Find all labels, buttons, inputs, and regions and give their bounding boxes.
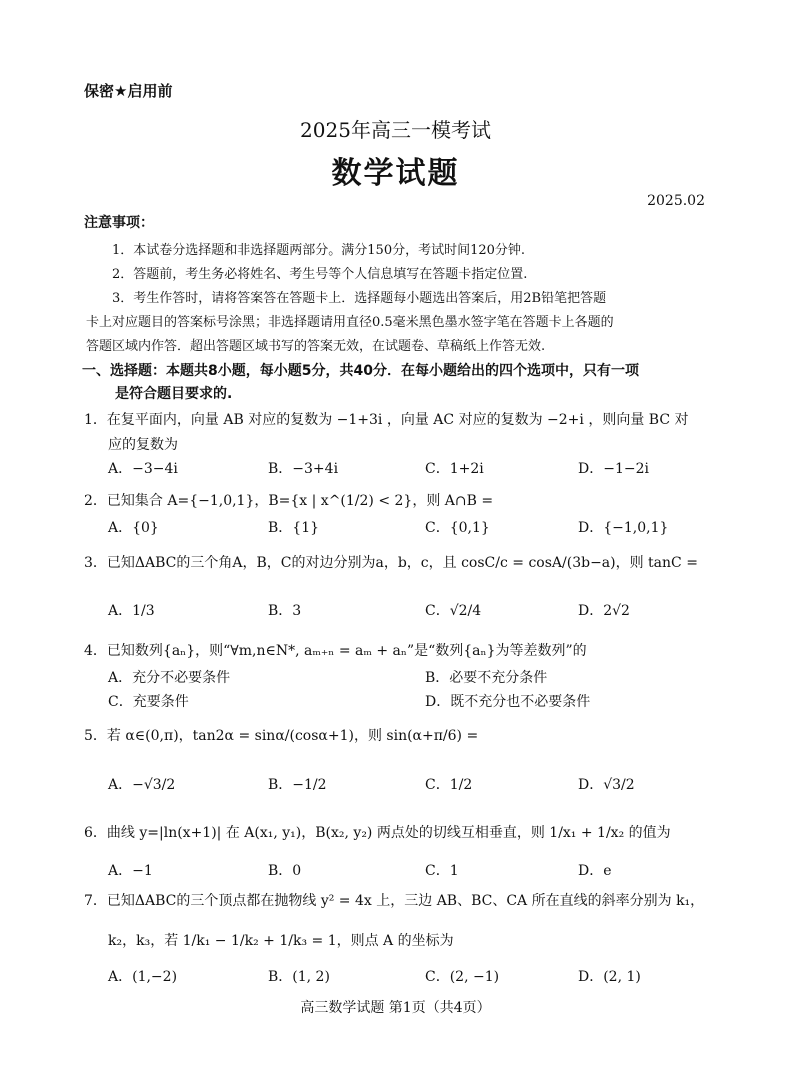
question-6-option-d: D．e — [578, 863, 612, 879]
question-1-option-c: C．1+2i — [425, 461, 484, 477]
question-4-option-d: D．既不充分也不必要条件 — [425, 694, 591, 710]
question-7-stem-cont: k₂，k₃，若 1/k₁ − 1/k₂ + 1/k₃ = 1，则点 A 的坐标为 — [108, 933, 454, 949]
question-4-option-b: B．必要不充分条件 — [425, 670, 548, 686]
question-1-stem-cont: 应的复数为 — [108, 437, 178, 453]
question-7-stem: 7．已知ΔABC的三个顶点都在抛物线 y² = 4x 上，三边 AB、BC、CA 所在直线的斜率分别为 k₁， — [84, 893, 705, 909]
question-7-option-c: C．(2, −1) — [425, 969, 500, 985]
question-7-option-d: D．(2, 1) — [578, 969, 641, 985]
question-1-option-b: B．−3+4i — [268, 461, 339, 477]
question-2-stem: 2．已知集合 A={−1,0,1}，B={x | x^(1/2) < 2}，则 A∩B = — [84, 493, 494, 509]
question-6-option-c: C．1 — [425, 863, 459, 879]
question-4-stem: 4．已知数列{aₙ}，则“∀m,n∈N*, aₘ₊ₙ = aₘ + aₙ”是“数列{aₙ}为等差数列”的 — [84, 643, 587, 659]
question-1-option-d: D．−1−2i — [578, 461, 649, 477]
question-6-option-b: B．0 — [268, 863, 302, 879]
notice-heading: 注意事项： — [84, 215, 154, 231]
notice-line-3c: 答题区域内作答．超出答题区域书写的答案无效，在试题卷、草稿纸上作答无效. — [86, 339, 546, 354]
question-2-option-a: A．{0} — [108, 520, 159, 536]
question-5-option-b: B．−1/2 — [268, 777, 327, 793]
subject-title: 数学试题 — [331, 156, 460, 191]
confidential-label: 保密★启用前 — [84, 82, 173, 100]
section-heading-line-1: 一、选择题：本题共8小题，每小题5分，共40分．在每小题给出的四个选项中，只有一项 — [82, 363, 639, 379]
notice-line-3b: 卡上对应题目的答案标号涂黑；非选择题请用直径0.5毫米黑色墨水签字笔在答题卡上各题的 — [86, 315, 614, 330]
question-3-option-c: C．√2/4 — [425, 603, 482, 619]
question-7-option-a: A．(1,−2) — [108, 969, 178, 985]
page-footer: 高三数学试题 第1页（共4页） — [300, 1000, 491, 1016]
question-3-option-a: A．1/3 — [108, 603, 155, 619]
question-5-option-a: A．−√3/2 — [108, 777, 176, 793]
question-3-stem: 3．已知ΔABC的三个角A，B，C的对边分别为a，b，c，且 cosC/c = cosA/(3b−a)，则 tanC = — [84, 555, 698, 571]
question-1-option-a: A．−3−4i — [108, 461, 178, 477]
question-5-option-c: C．1/2 — [425, 777, 473, 793]
question-7-option-b: B．(1, 2) — [268, 969, 330, 985]
question-4-option-c: C．充要条件 — [108, 694, 189, 710]
question-2-option-c: C．{0,1} — [425, 520, 490, 536]
question-6-stem: 6．曲线 y=|ln(x+1)| 在 A(x₁, y₁)，B(x₂, y₂) 两点处的切线互相垂直，则 1/x₁ + 1/x₂ 的值为 — [84, 825, 671, 841]
question-5-stem: 5．若 α∈(0,π)，tan2α = sinα/(cosα+1)，则 sin(α+π/6) = — [84, 728, 479, 744]
question-2-option-b: B．{1} — [268, 520, 320, 536]
question-3-option-b: B．3 — [268, 603, 302, 619]
question-2-option-d: D．{−1,0,1} — [578, 520, 669, 536]
notice-line-2: 2．答题前，考生务必将姓名、考生号等个人信息填写在答题卡指定位置. — [112, 267, 528, 282]
exam-date: 2025.02 — [647, 193, 705, 209]
question-4-option-a: A．充分不必要条件 — [108, 670, 231, 686]
exam-title: 2025年高三一模考试 — [300, 118, 491, 142]
notice-line-1: 1．本试卷分选择题和非选择题两部分。满分150分，考试时间120分钟. — [112, 243, 526, 258]
question-1-stem: 1．在复平面内，向量 AB 对应的复数为 −1+3i ，向量 AC 对应的复数为 −2+i ，则向量 BC 对 — [84, 412, 689, 428]
question-6-option-a: A．−1 — [108, 863, 153, 879]
question-5-option-d: D．√3/2 — [578, 777, 635, 793]
question-3-option-d: D．2√2 — [578, 603, 630, 619]
notice-line-3a: 3．考生作答时，请将答案答在答题卡上．选择题每小题选出答案后，用2B铅笔把答题 — [112, 291, 607, 306]
section-heading-line-2: 是符合题目要求的. — [115, 386, 233, 402]
